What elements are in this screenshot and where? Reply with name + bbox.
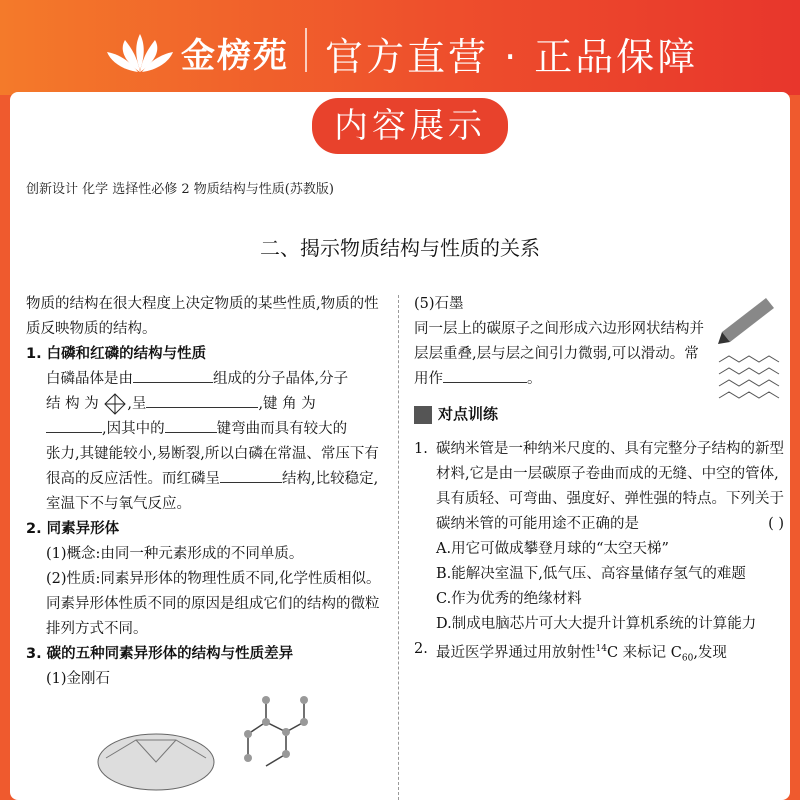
brand-name: 金榜苑 xyxy=(181,36,289,76)
answer-blank[interactable] xyxy=(133,367,213,383)
question-text: 碳纳米管是一种纳米尺度的、具有完整分子结构的新型材料,它是由一层碳原子卷曲而成的无缝、中空的管体,具有质轻、可弯曲、强度好、弹性强的特点。下列关于碳纳米管的可能用途不正确的是 xyxy=(436,441,784,532)
intro-paragraph: 物质的结构在很大程度上决定物质的某些性质,物质的性质反映物质的结构。 xyxy=(26,296,379,337)
heading-allotropes: 2. 同素异形体 xyxy=(26,521,120,537)
section-title: 二、揭示物质结构与性质的关系 xyxy=(260,236,540,260)
question-1-body xyxy=(436,437,784,537)
option-d: D.制成电脑芯片可大大提升计算机系统的计算能力 xyxy=(436,616,757,632)
content-panel xyxy=(10,92,790,800)
text-run: 最近医学界通过用放射性 xyxy=(436,644,596,661)
text-run: 组成的分子晶体,分子 xyxy=(213,371,349,387)
diamond-lattice-icon xyxy=(236,692,316,772)
top-banner xyxy=(0,0,800,95)
option-a: A.用它可做成攀登月球的“太空天梯” xyxy=(436,541,669,557)
text-run: ,键 角 为 xyxy=(258,396,316,412)
text-run: 键弯曲而具有较大的 xyxy=(216,421,348,437)
lotus-logo-icon xyxy=(105,32,175,74)
allotrope-properties: (2)性质:同素异形体的物理性质不同,化学性质相似。同素异形体性质不同的原因是组成它们的结构的微粒排列方式不同。 xyxy=(46,571,381,637)
diamond-subheading: (1)金刚石 xyxy=(46,671,111,687)
allotrope-concept: (1)概念:由同一种元素形成的不同单质。 xyxy=(46,546,304,562)
option-b: B.能解决室温下,低气压、高容量储存氢气的难题 xyxy=(436,566,746,582)
question-number: 2. xyxy=(414,641,428,657)
phosphorus-paragraph xyxy=(26,367,386,517)
question-number: 1. xyxy=(414,441,428,457)
question-1 xyxy=(414,437,784,537)
text-run: ,发现 xyxy=(693,644,727,661)
graphite-subheading: (5)石墨 xyxy=(414,296,464,312)
banner-slogan: 官方直营 · 正品保障 xyxy=(325,35,699,79)
p4-tetrahedron-icon xyxy=(103,393,127,415)
graphite-pencil-icon xyxy=(714,292,784,412)
answer-blank[interactable] xyxy=(46,417,102,433)
answer-blank[interactable] xyxy=(220,467,282,483)
text-run: ,因其中的 xyxy=(102,421,165,437)
question-2-body xyxy=(436,637,727,672)
text-run: 白磷晶体是由 xyxy=(46,371,133,387)
heading-white-red-phosphorus: 1. 白磷和红磷的结构与性质 xyxy=(26,346,207,362)
option-c: C.作为优秀的绝缘材料 xyxy=(436,591,582,607)
content-tag: 内容展示 xyxy=(312,98,508,154)
answer-blank[interactable] xyxy=(443,367,527,383)
superscript: 14 xyxy=(595,644,607,654)
answer-blank[interactable] xyxy=(146,392,258,408)
book-header: 创新设计 化学 选择性必修 2 物质结构与性质(苏教版) xyxy=(26,182,334,197)
heading-carbon-allotropes: 3. 碳的五种同素异形体的结构与性质差异 xyxy=(26,646,294,662)
diamond-figures xyxy=(26,692,386,772)
answer-blank[interactable] xyxy=(165,417,217,433)
graphite-paragraph xyxy=(414,317,784,392)
right-column xyxy=(414,292,784,672)
text-run: 结构,比较稳定,室温下不与氧气反应。 xyxy=(46,471,379,512)
subscript: 60 xyxy=(681,653,694,664)
column-divider xyxy=(398,295,399,800)
training-label: 对点训练 xyxy=(438,405,499,423)
text-run: 同一层上的碳原子之间形成六边形网状结构并层层重叠,层与层之间引力微弱,可以滑动。常用作 xyxy=(414,321,704,387)
left-column xyxy=(26,292,386,772)
section-marker-icon xyxy=(414,406,432,424)
text-run: ,呈 xyxy=(127,396,147,412)
text-run: 。 xyxy=(527,371,542,387)
text-run: 结 构 为 xyxy=(46,396,99,412)
diamond-gem-icon xyxy=(96,722,216,792)
text-run: 张力,其键能较小,易断裂,所以白磷在常温、常压下有很高的反应活性。而红磷呈 xyxy=(46,446,379,487)
brand-logo xyxy=(105,28,289,77)
question-2 xyxy=(414,637,784,672)
answer-paren[interactable]: ( ) xyxy=(768,516,784,532)
banner-divider xyxy=(305,28,307,72)
text-run: C 来标记 C xyxy=(606,644,682,661)
